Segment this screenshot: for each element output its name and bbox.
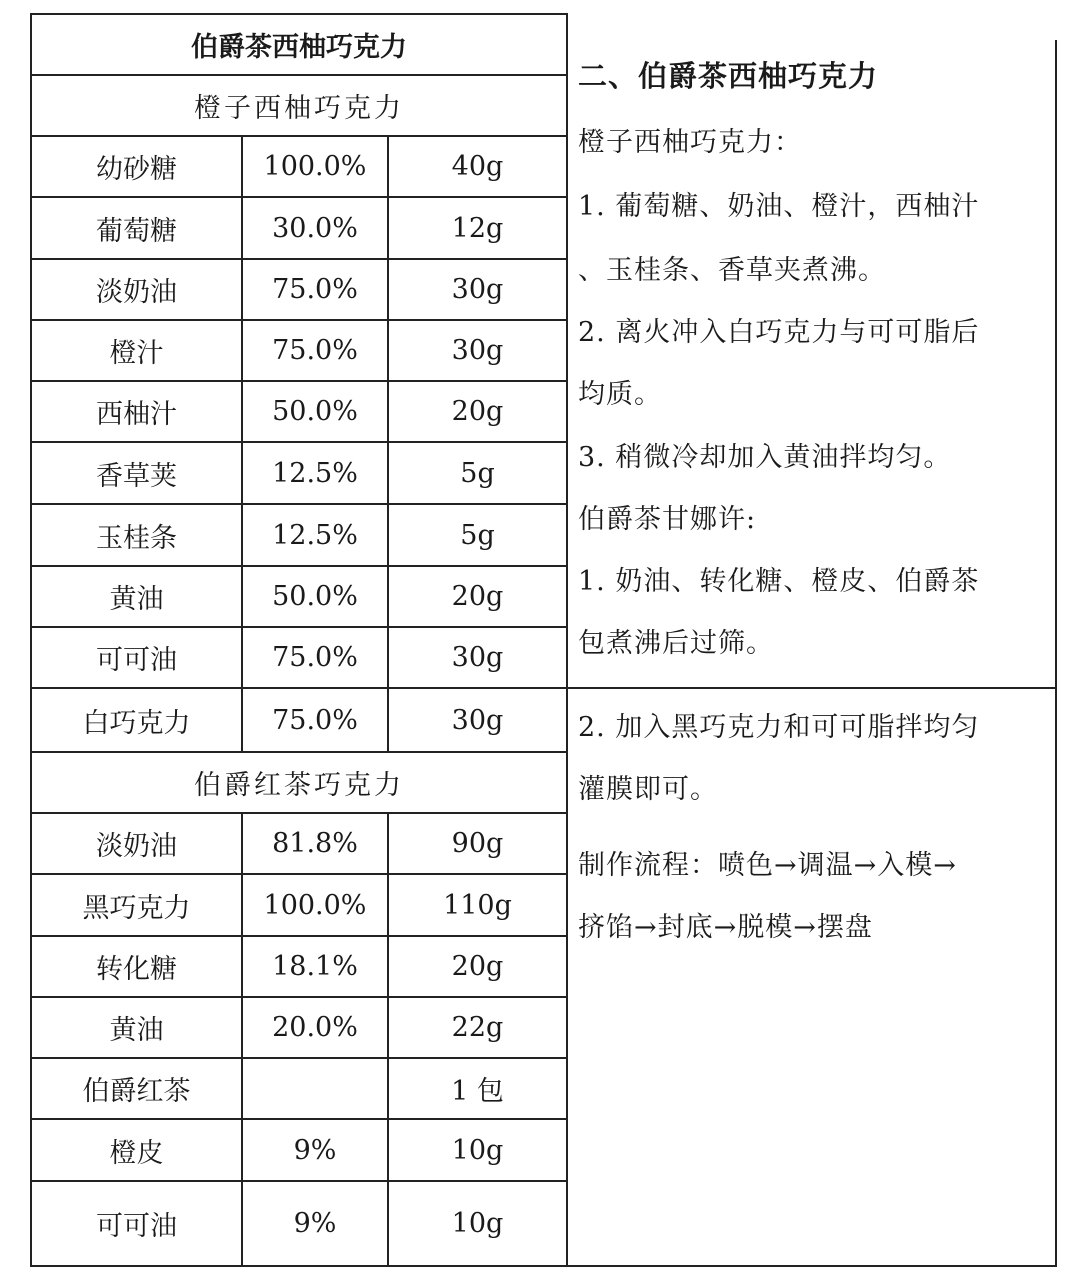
method-line: 2. 加入黑巧克力和可可脂拌均匀 [578,712,980,743]
ingredient-amount: 30g [451,335,504,366]
table-border-bottom [30,1265,1057,1267]
ingredient-percent: 12.5% [272,457,358,489]
process-flow-line: 挤馅→封底→脱模→摆盘 [578,912,873,943]
method-line: 均质。 [578,379,662,410]
ingredient-name: 西柚汁 [96,399,177,430]
ingredient-percent: 20.0% [272,1012,358,1043]
method-line: 3. 稍微冷却加入黄油拌均匀。 [578,442,952,473]
method-line: 灌膜即可。 [578,774,718,805]
ingredient-amount: 110g [443,889,512,921]
ingredient-name: 伯爵红茶 [82,1076,191,1107]
ingredient-name: 黄油 [109,584,164,615]
ingredient-name: 玉桂条 [96,522,177,554]
ingredient-amount: 30g [451,642,504,673]
middle-divider [566,13,568,1267]
ingredient-percent: 9% [293,1134,337,1166]
ingredient-amount: 22g [451,1012,504,1043]
method-title: 二、伯爵茶西柚巧克力 [578,59,879,93]
ingredient-percent [243,1059,387,1118]
ingredient-name: 转化糖 [96,954,177,985]
ingredient-amount: 10g [451,1134,504,1166]
ingredient-amount: 40g [451,151,504,182]
ingredient-name: 白巧克力 [82,707,191,739]
ingredient-amount: 1 包 [451,1076,504,1107]
ingredient-name: 橙汁 [109,338,164,369]
method-line: 1. 葡萄糖、奶油、橙汁，西柚汁 [578,191,980,222]
table-border-right [1055,40,1057,1267]
ingredient-percent: 50.0% [272,581,358,612]
ingredient-amount: 20g [451,396,504,427]
ingredient-amount: 30g [451,274,504,305]
ingredient-amount: 30g [451,704,504,736]
ingredient-name: 香草荚 [96,460,177,492]
method-line: 伯爵茶甘娜许: [578,504,757,535]
method-line: 、玉桂条、香草夹煮沸。 [578,255,886,286]
section-heading: 伯爵红茶巧克力 [194,770,404,801]
ingredient-name: 淡奶油 [96,277,177,308]
method-line: 1. 奶油、转化糖、橙皮、伯爵茶 [578,566,980,597]
ingredient-amount: 20g [451,581,504,612]
ingredient-percent: 100.0% [263,151,367,182]
ingredient-percent: 50.0% [272,396,358,427]
method-line: 橙子西柚巧克力： [578,127,802,158]
ingredient-amount: 12g [451,212,504,244]
ingredient-amount: 5g [460,457,495,489]
ingredient-name: 葡萄糖 [96,215,177,247]
ingredient-amount: 90g [451,828,504,859]
ingredient-name: 可可油 [96,645,177,676]
ingredient-percent: 100.0% [263,889,367,921]
table-title: 伯爵茶西柚巧克力 [191,32,407,63]
ingredient-percent: 12.5% [272,519,358,551]
ingredient-percent: 9% [293,1208,337,1239]
ingredient-name: 可可油 [96,1211,177,1242]
ingredient-amount: 5g [460,519,495,551]
ingredient-percent: 18.1% [272,951,358,982]
ingredient-name: 黄油 [109,1015,164,1046]
ingredient-name: 橙皮 [109,1137,164,1169]
ingredient-percent: 75.0% [272,274,358,305]
method-line: 包煮沸后过筛。 [578,628,774,659]
ingredient-name: 幼砂糖 [96,154,177,185]
ingredient-percent: 75.0% [272,642,358,673]
ingredient-name: 淡奶油 [96,831,177,862]
ingredient-amount: 10g [451,1208,504,1239]
ingredient-percent: 75.0% [272,335,358,366]
ingredient-percent: 30.0% [272,212,358,244]
section-heading: 橙子西柚巧克力 [194,93,404,124]
ingredient-name: 黑巧克力 [82,892,191,924]
ingredient-percent: 75.0% [272,704,358,736]
process-flow-line: 制作流程：喷色→调温→入模→ [578,850,957,881]
ingredient-amount: 20g [451,951,504,982]
ingredient-percent: 81.8% [272,828,358,859]
method-line: 2. 离火冲入白巧克力与可可脂后 [578,317,980,348]
